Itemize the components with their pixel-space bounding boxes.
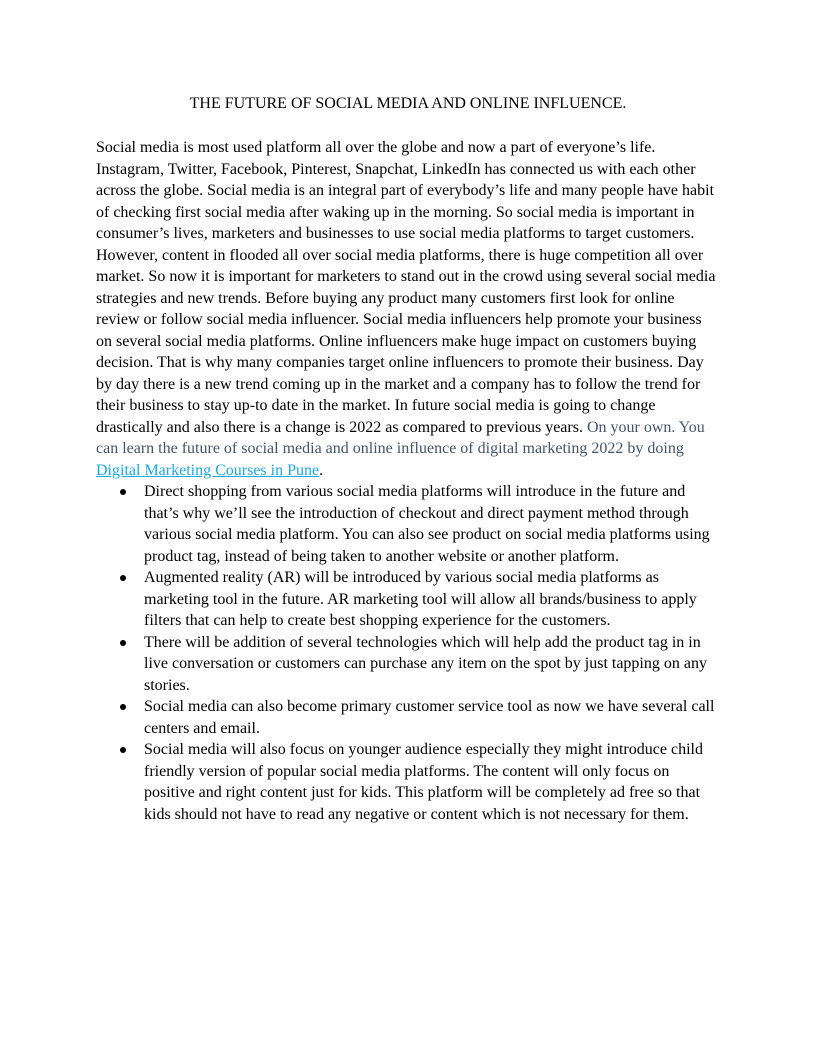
list-item: [144, 632, 720, 697]
course-promo-text: On your own. You can learn the future of social media and online influence of digital marketing 2022 by doing: [96, 418, 705, 457]
intro-text: Social media is most used platform all over the globe and now a part of everyone’s life. Instagram, Twitter, Facebook, Pinterest, Snapchat, LinkedIn has connected us with each other across the globe. Social media is an integral part of everybody’s life and many people have habit of checking first social media after waking up in the morning. So social media is important in consumer’s lives, marketers and businesses to use social media platforms to target customers. However, content in flooded all over social media platforms, there is huge competition all over market. So now it is important for marketers to stand out in the crowd using several social media strategies and new trends. Before buying any product many customers first look for online review or follow social media influencer. Social media influencers help promote your business on several social media platforms. Online influencers make huge impact on customers buying decision. That is why many companies target online influencers to promote their business. Day by day there is a new trend coming up in the market and a company has to follow the trend for their business to stay up-to date in the market. In future social media is going to change drastically and also there is a change is 2022 as compared to previous years.: [96, 139, 716, 436]
trend-bullet-list: [96, 481, 720, 825]
list-item-text: There will be addition of several technologies which will help add the product tag in in live conversation or customers can purchase any item on the spot by just tapping on any stories.: [144, 633, 707, 694]
digital-marketing-courses-link[interactable]: Digital Marketing Courses in Pune: [96, 461, 320, 479]
list-item: [144, 567, 720, 632]
list-item-text: Augmented reality (AR) will be introduced by various social media platforms as marketing tool in the future. AR marketing tool will allow all brands/business to apply filters that can help to create best shopping experience for the customers.: [144, 569, 697, 629]
bullet-dot-icon: [120, 704, 126, 710]
bullet-dot-icon: [120, 575, 126, 581]
bullet-dot-icon: [120, 489, 126, 495]
document-title: THE FUTURE OF SOCIAL MEDIA AND ONLINE INFLUENCE.: [189, 95, 627, 112]
list-item-text: Direct shopping from various social media platforms will introduce in the future and that’s why we’ll see the introduction of checkout and direct payment method through various social media platform. You can also see product on social media platforms using product tag, instead of being taken to another website or another platform.: [144, 483, 710, 565]
intro-paragraph: [96, 137, 720, 481]
document-page: [96, 93, 720, 825]
list-item: [144, 739, 720, 825]
list-item-text: Social media can also become primary customer service tool as now we have several call centers and email.: [144, 698, 715, 737]
list-item: [144, 696, 720, 739]
bullet-dot-icon: [120, 747, 126, 753]
list-item-text: Social media will also focus on younger audience especially they might introduce child friendly version of popular social media platforms. The content will only focus on positive and right content just for kids. This platform will be completely ad free so that kids should not have to read any negative or content which is not necessary for them.: [144, 741, 703, 823]
link-suffix: .: [319, 461, 324, 479]
list-item: [144, 481, 720, 567]
bullet-dot-icon: [120, 640, 126, 646]
